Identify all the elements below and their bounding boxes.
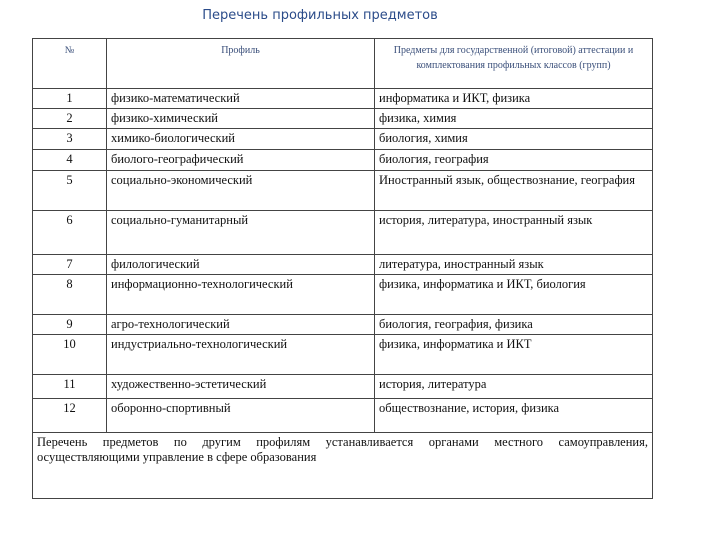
table-row <box>33 109 653 129</box>
row-subjects: история, литература, иностранный язык <box>375 211 653 255</box>
profiles-table <box>32 38 653 499</box>
table-row <box>33 399 653 433</box>
table-row <box>33 150 653 171</box>
row-num: 7 <box>33 255 107 275</box>
row-num: 5 <box>33 171 107 211</box>
row-num: 10 <box>33 335 107 375</box>
footnote: Перечень предметов по другим профилям устанавливается органами местного самоуправления, осуществляющими управление в сфере образования <box>33 433 653 499</box>
row-num: 6 <box>33 211 107 255</box>
row-num: 2 <box>33 109 107 129</box>
row-subjects: физика, информатика и ИКТ, биология <box>375 275 653 315</box>
row-profile: биолого-географический <box>107 150 375 171</box>
table-row <box>33 335 653 375</box>
table-row <box>33 315 653 335</box>
table-row <box>33 89 653 109</box>
row-subjects: обществознание, история, физика <box>375 399 653 433</box>
row-subjects: информатика и ИКТ, физика <box>375 89 653 109</box>
row-num: 8 <box>33 275 107 315</box>
table-footnote-row <box>33 433 653 499</box>
row-subjects: биология, география <box>375 150 653 171</box>
row-profile: агро-технологический <box>107 315 375 335</box>
row-profile: химико-биологический <box>107 129 375 150</box>
row-profile: социально-экономический <box>107 171 375 211</box>
row-profile: информационно-технологический <box>107 275 375 315</box>
row-subjects: физика, информатика и ИКТ <box>375 335 653 375</box>
header-profile: Профиль <box>107 39 375 89</box>
row-num: 11 <box>33 375 107 399</box>
row-num: 4 <box>33 150 107 171</box>
table-row <box>33 129 653 150</box>
table-row <box>33 275 653 315</box>
row-subjects: биология, химия <box>375 129 653 150</box>
row-num: 1 <box>33 89 107 109</box>
table-row <box>33 211 653 255</box>
table-row <box>33 171 653 211</box>
row-profile: физико-химический <box>107 109 375 129</box>
row-profile: социально-гуманитарный <box>107 211 375 255</box>
table-header-row <box>33 39 653 89</box>
row-subjects: биология, география, физика <box>375 315 653 335</box>
row-subjects: история, литература <box>375 375 653 399</box>
row-subjects: литература, иностранный язык <box>375 255 653 275</box>
row-profile: филологический <box>107 255 375 275</box>
table-row <box>33 255 653 275</box>
header-num: № <box>33 39 107 89</box>
table-row <box>33 375 653 399</box>
row-subjects: Иностранный язык, обществознание, география <box>375 171 653 211</box>
header-subjects: Предметы для государственной (итоговой) аттестации и комплектования профильных классов (групп) <box>375 39 653 89</box>
row-profile: оборонно-спортивный <box>107 399 375 433</box>
page-title: Перечень профильных предметов <box>202 8 438 23</box>
row-num: 12 <box>33 399 107 433</box>
row-num: 9 <box>33 315 107 335</box>
row-profile: художественно-эстетический <box>107 375 375 399</box>
row-subjects: физика, химия <box>375 109 653 129</box>
row-profile: индустриально-технологический <box>107 335 375 375</box>
row-profile: физико-математический <box>107 89 375 109</box>
row-num: 3 <box>33 129 107 150</box>
